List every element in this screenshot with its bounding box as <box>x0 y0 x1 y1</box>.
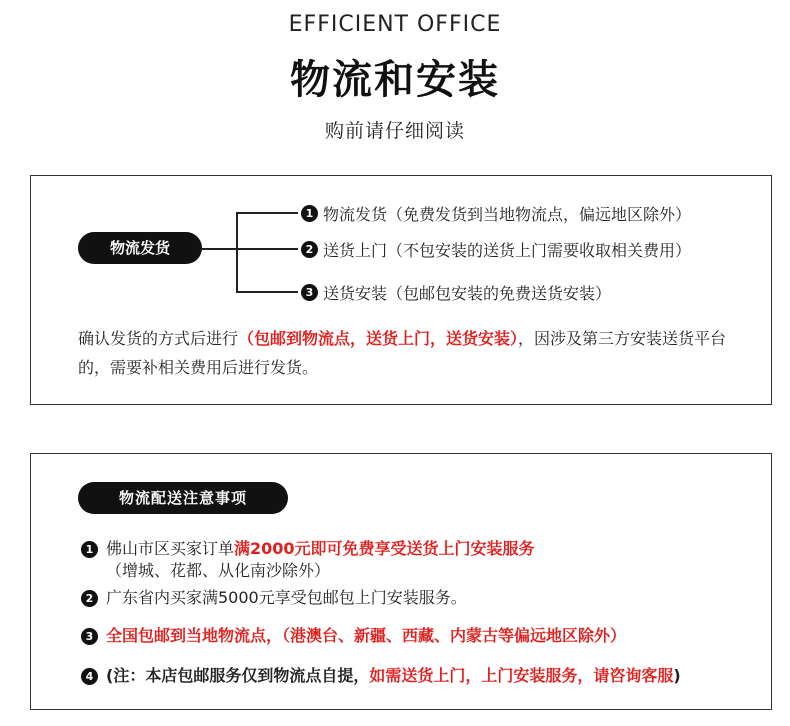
number-2-icon: 2 <box>301 241 318 258</box>
note-1-prefix: 佛山市区买家订单 <box>106 539 235 558</box>
page-subtitle: 购前请仔细阅读 <box>324 120 465 142</box>
connector-branch-2 <box>236 248 298 250</box>
note-4-suffix: ) <box>673 666 681 685</box>
shipping-option-label: 送货安装（包邮包安装的免费送货安装） <box>323 284 612 303</box>
para-highlight: （包邮到物流点，送货上门，送货安装） <box>238 329 519 348</box>
para-suffix: ，因涉及第三方安装送货平台的，需要补相关费用后进行发货。 <box>78 329 727 377</box>
connector-branch-1 <box>236 212 298 214</box>
page-title: 物流和安装 <box>290 57 500 103</box>
delivery-notes-panel <box>30 453 772 710</box>
shipping-option-label: 送货上门（不包安装的送货上门需要收取相关费用） <box>323 241 692 260</box>
note-item-1 <box>81 538 751 582</box>
notes-pill-label: 物流配送注意事项 <box>78 482 288 514</box>
connector-vertical <box>236 212 238 293</box>
number-2-icon: 2 <box>81 590 98 607</box>
shipping-option-3 <box>301 281 611 304</box>
para-prefix: 确认发货的方式后进行 <box>78 329 239 348</box>
connector-branch-3 <box>236 291 298 293</box>
shipping-option-1 <box>301 202 691 225</box>
shipping-option-label: 物流发货（免费发货到当地物流点，偏远地区除外） <box>323 205 692 224</box>
english-title: EFFICIENT OFFICE <box>288 12 502 37</box>
number-1-icon: 1 <box>81 541 98 558</box>
note-1-suffix: （增城、花都、从化南沙除外） <box>106 561 331 580</box>
number-4-icon: 4 <box>81 668 98 685</box>
connector-main <box>202 248 236 250</box>
shipping-option-2 <box>301 238 691 261</box>
note-item-2 <box>81 587 751 609</box>
number-1-icon: 1 <box>301 205 318 222</box>
number-3-icon: 3 <box>81 628 98 645</box>
note-4-highlight: 如需送货上门，上门安装服务，请咨询客服 <box>369 666 674 685</box>
note-item-4 <box>81 665 751 687</box>
note-2-text: 广东省内买家满5000元享受包邮包上门安装服务。 <box>106 588 467 607</box>
number-3-icon: 3 <box>301 284 318 301</box>
note-3-text: 全国包邮到当地物流点，（港澳台、新疆、西藏、内蒙古等偏远地区除外） <box>106 626 627 645</box>
shipping-paragraph <box>78 324 738 382</box>
shipping-methods-panel <box>30 175 772 405</box>
shipping-pill-label: 物流发货 <box>78 232 202 264</box>
note-4-prefix: (注：本店包邮服务仅到物流点自提， <box>106 666 370 685</box>
note-1-highlight: 满2000元即可免费享受送货上门安装服务 <box>234 539 535 558</box>
note-item-3 <box>81 625 751 647</box>
